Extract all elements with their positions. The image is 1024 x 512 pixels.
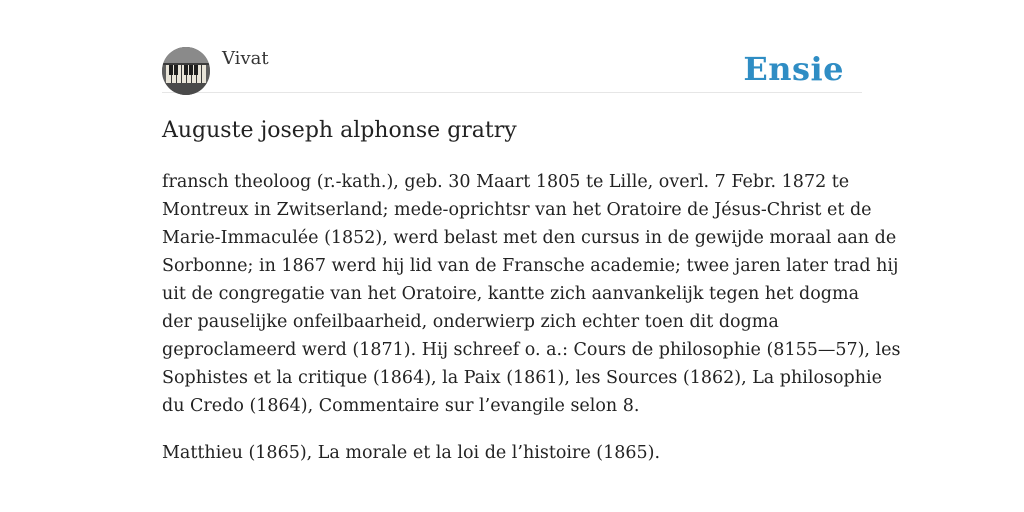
paragraph-line: Sophistes et la critique (1864), la Paix (1861), les Sources (1862), La philosophie	[162, 368, 882, 388]
paragraph-line: Montreux in Zwitserland; mede-oprichtsr van het Oratoire de Jésus-Christ et de	[162, 200, 872, 220]
brand-logo[interactable]: Ensie	[743, 50, 844, 88]
paragraph-line: Marie-Immaculée (1852), werd belast met den cursus in de gewijde moraal aan de	[162, 228, 897, 248]
paragraph-line: geproclameerd werd (1871). Hij schreef o. a.: Cours de philosophie (8155—57), les	[162, 340, 901, 360]
definition-paragraph	[162, 168, 901, 420]
paragraph-line: fransch theoloog (r.-kath.), geb. 30 Maart 1805 te Lille, overl. 7 Febr. 1872 te	[162, 172, 850, 192]
avatar[interactable]	[162, 47, 210, 95]
page	[162, 0, 901, 512]
paragraph-line: uit de congregatie van het Oratoire, kantte zich aanvankelijk tegen het dogma	[162, 284, 860, 304]
definition-paragraph-continued	[162, 439, 868, 467]
paragraph-line: du Credo (1864), Commentaire sur l’evangile selon 8.	[162, 396, 640, 416]
page-title: Auguste joseph alphonse gratry	[162, 118, 517, 143]
header	[162, 44, 862, 93]
piano-keys-icon	[162, 47, 210, 95]
paragraph-line: der pauselijke onfeilbaarheid, onderwierp zich echter toen dit dogma	[162, 312, 779, 332]
author-name[interactable]: Vivat	[222, 48, 269, 69]
paragraph-line: Sorbonne; in 1867 werd hij lid van de Fransche academie; twee jaren later trad hij	[162, 256, 899, 276]
paragraph-line: Matthieu (1865), La morale et la loi de l’histoire (1865).	[162, 443, 661, 463]
